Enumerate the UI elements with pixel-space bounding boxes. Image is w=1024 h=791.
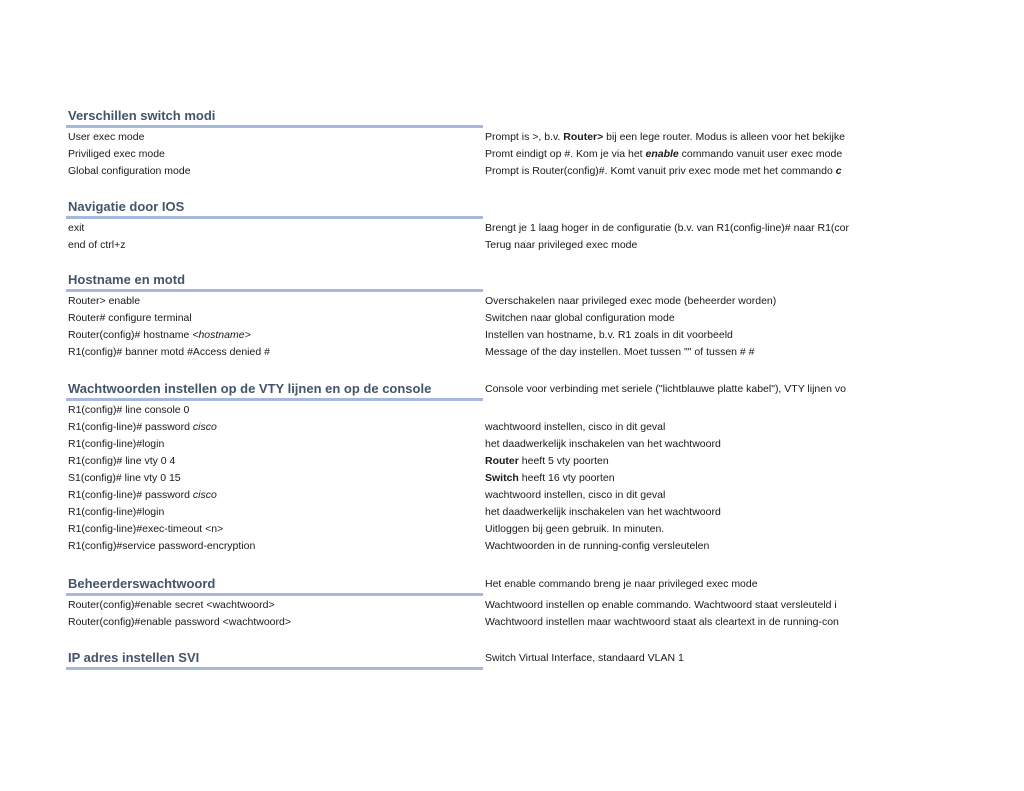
- table-row: [0, 327, 1024, 344]
- table-row: [0, 293, 1024, 310]
- heading-underline: [66, 593, 483, 596]
- heading-underline: [66, 289, 483, 292]
- table-row: [0, 402, 1024, 419]
- text-run: heeft 16 vty poorten: [518, 472, 615, 484]
- table-row: [0, 419, 1024, 436]
- text-run: het daadwerkelijk inschakelen van het wachtwoord: [485, 438, 721, 450]
- heading-underline: [66, 216, 483, 219]
- table-row: [0, 344, 1024, 361]
- text-run: enable: [645, 148, 679, 160]
- command-cell[interactable]: end of ctrl+z: [68, 239, 126, 251]
- text-run: Switch: [485, 472, 519, 484]
- command-cell[interactable]: [68, 538, 478, 555]
- text-run: R1(config)#service password-encryption: [68, 540, 256, 552]
- text-run: R1(config)# banner motd #Access denied #: [68, 346, 270, 358]
- text-run: Router(config)#enable secret <wachtwoord>: [68, 599, 275, 611]
- text-run: Router> enable: [68, 295, 141, 307]
- table-row: [0, 614, 1024, 631]
- text-run: S1(config)# line vty 0 15: [68, 472, 181, 484]
- command-cell[interactable]: Priviliged exec mode: [68, 148, 165, 160]
- description-cell[interactable]: [485, 220, 895, 237]
- command-cell[interactable]: [68, 419, 478, 436]
- description-cell[interactable]: [485, 521, 895, 538]
- text-run: Brengt je 1 laag hoger in de configuratie (b.v. van R1(config-line)# naar R1(cor: [485, 222, 850, 234]
- text-run: wachtwoord instellen, cisco in dit geval: [485, 421, 666, 433]
- command-cell[interactable]: [68, 310, 478, 327]
- text-run: R1(config-line)#exec-timeout <n>: [68, 523, 224, 535]
- text-run: c: [835, 165, 842, 177]
- table-row: [0, 597, 1024, 614]
- table-row: [0, 487, 1024, 504]
- description-cell[interactable]: [485, 538, 895, 555]
- command-cell[interactable]: [68, 402, 478, 419]
- table-row: [0, 310, 1024, 327]
- description-cell[interactable]: [485, 129, 895, 146]
- table-row: [0, 237, 1024, 254]
- heading-underline: [66, 667, 483, 670]
- table-row: [0, 129, 1024, 146]
- text-run: Switchen naar global configuration mode: [485, 312, 675, 324]
- description-cell[interactable]: [485, 163, 895, 180]
- text-run: Promt eindigt op #. Kom je via het: [485, 148, 646, 160]
- description-cell[interactable]: [485, 293, 895, 310]
- description-cell[interactable]: [485, 614, 895, 631]
- description-cell[interactable]: [485, 419, 895, 436]
- table-row: [0, 146, 1024, 163]
- command-cell[interactable]: [68, 453, 478, 470]
- description-cell[interactable]: [485, 470, 895, 487]
- heading-underline: [66, 398, 483, 401]
- text-run: Wachtwoord instellen maar wachtwoord staat als cleartext in de running-con: [485, 616, 839, 628]
- table-row: [0, 538, 1024, 555]
- text-run: heeft 5 vty poorten: [518, 455, 609, 467]
- description-cell[interactable]: [485, 597, 895, 614]
- text-run: het daadwerkelijk inschakelen van het wachtwoord: [485, 506, 721, 518]
- text-run: Message of the day instellen. Moet tussen "" of tussen # #: [485, 346, 755, 358]
- command-cell[interactable]: [68, 521, 478, 538]
- command-cell[interactable]: [68, 597, 478, 614]
- text-run: R1(config-line)#login: [68, 438, 165, 450]
- table-row: [0, 163, 1024, 180]
- text-run: Router(config)#enable password <wachtwoord>: [68, 616, 291, 628]
- description-cell[interactable]: [485, 310, 895, 327]
- section-note: Het enable commando breng je naar privileged exec mode: [485, 578, 758, 590]
- section-heading: Navigatie door IOS: [68, 199, 185, 214]
- command-cell[interactable]: [68, 614, 478, 631]
- description-cell[interactable]: [485, 344, 895, 361]
- command-cell[interactable]: User exec mode: [68, 131, 145, 143]
- command-cell[interactable]: [68, 327, 478, 344]
- text-run: Router(config)# hostname: [68, 329, 193, 341]
- table-row: [0, 220, 1024, 237]
- description-cell[interactable]: [485, 146, 895, 163]
- table-row: [0, 504, 1024, 521]
- section-note: Switch Virtual Interface, standaard VLAN 1: [485, 652, 684, 664]
- text-run: Router# configure terminal: [68, 312, 192, 324]
- command-cell[interactable]: [68, 293, 478, 310]
- description-cell[interactable]: [485, 453, 895, 470]
- text-run: R1(config)# line vty 0 4: [68, 455, 176, 467]
- text-run: <hostname>: [192, 329, 251, 341]
- table-row: [0, 453, 1024, 470]
- bold-italic-run: [646, 148, 679, 160]
- text-run: Router: [485, 455, 519, 467]
- section-heading: Hostname en motd: [68, 272, 186, 287]
- section-note: Console voor verbinding met seriele ("lichtblauwe platte kabel"), VTY lijnen vo: [485, 383, 846, 395]
- text-run: R1(config-line)# password: [68, 421, 193, 433]
- text-run: cisco: [192, 489, 217, 501]
- section-heading: IP adres instellen SVI: [68, 650, 200, 665]
- text-run: Wachtwoord instellen op enable commando. Wachtwoord staat versleuteld i: [485, 599, 837, 611]
- text-run: Prompt is >, b.v.: [485, 131, 564, 143]
- table-row: [0, 521, 1024, 538]
- section-heading: Wachtwoorden instellen op de VTY lijnen en op de console: [68, 381, 432, 396]
- heading-underline: [66, 125, 483, 128]
- description-cell[interactable]: [485, 436, 895, 453]
- text-run: Router>: [563, 131, 604, 143]
- bold-italic-run: [836, 165, 842, 177]
- text-run: bij een lege router. Modus is alleen voor het bekijke: [603, 131, 845, 143]
- table-row: [0, 470, 1024, 487]
- command-cell[interactable]: [68, 344, 478, 361]
- description-cell[interactable]: [485, 487, 895, 504]
- section-heading: Beheerderswachtwoord: [68, 576, 216, 591]
- text-run: R1(config)# line console 0: [68, 404, 190, 416]
- command-cell[interactable]: [68, 504, 478, 521]
- text-run: R1(config-line)# password: [68, 489, 193, 501]
- command-cell[interactable]: exit: [68, 222, 85, 234]
- text-run: commando vanuit user exec mode: [678, 148, 843, 160]
- text-run: R1(config-line)#login: [68, 506, 165, 518]
- command-cell[interactable]: [68, 436, 478, 453]
- text-run: Terug naar privileged exec mode: [485, 239, 638, 251]
- text-run: Instellen van hostname, b.v. R1 zoals in dit voorbeeld: [485, 329, 733, 341]
- table-row: [0, 436, 1024, 453]
- text-run: wachtwoord instellen, cisco in dit geval: [485, 489, 666, 501]
- text-run: Uitloggen bij geen gebruik. In minuten.: [485, 523, 665, 535]
- section-heading: Verschillen switch modi: [68, 108, 216, 123]
- command-cell[interactable]: [68, 487, 478, 504]
- description-cell[interactable]: [485, 237, 895, 254]
- text-run: Prompt is Router(config)#. Komt vanuit priv exec mode met het commando: [485, 165, 836, 177]
- command-cell[interactable]: [68, 470, 478, 487]
- description-cell[interactable]: [485, 327, 895, 344]
- command-cell[interactable]: Global configuration mode: [68, 165, 191, 177]
- text-run: Wachtwoorden in de running-config versleutelen: [485, 540, 710, 552]
- text-run: Overschakelen naar privileged exec mode (beheerder worden): [485, 295, 777, 307]
- text-run: cisco: [192, 421, 217, 433]
- description-cell[interactable]: [485, 504, 895, 521]
